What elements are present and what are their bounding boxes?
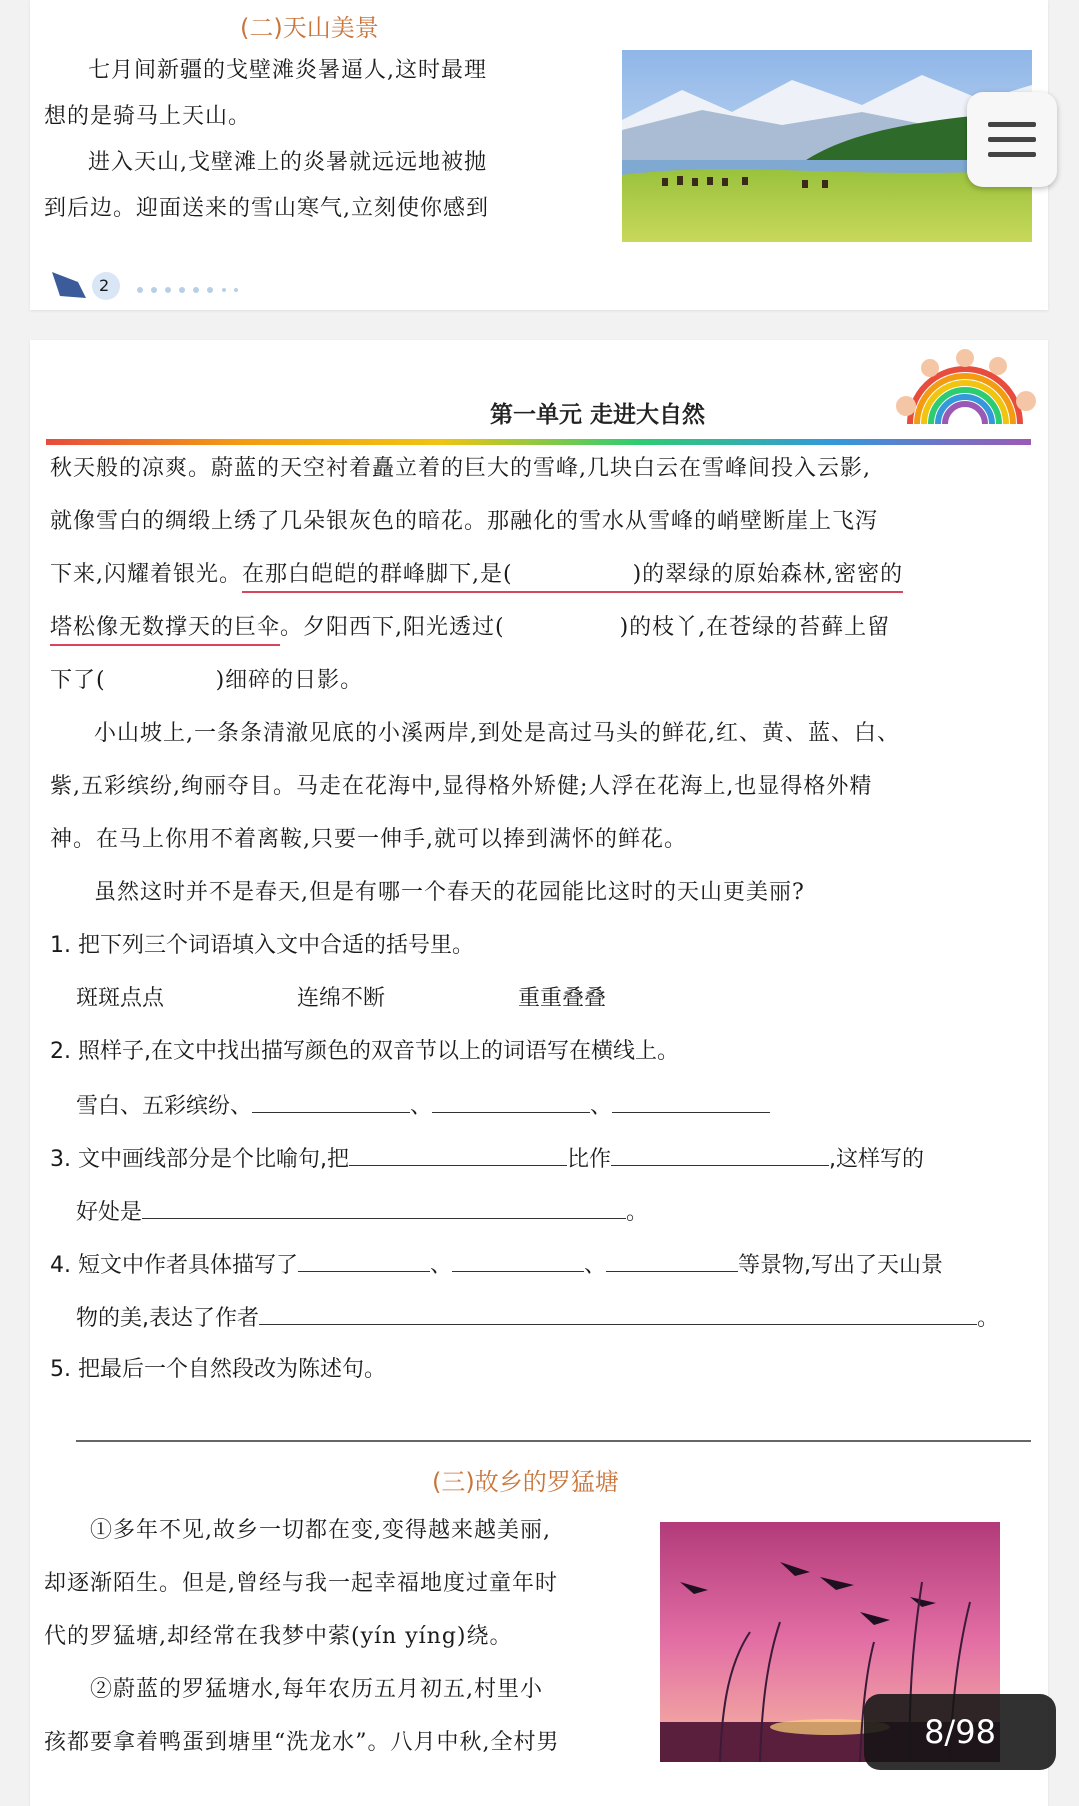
- text-line: 想的是骑马上天山。: [44, 104, 252, 129]
- answer-blank[interactable]: [349, 1147, 567, 1166]
- question-4-cont: [76, 1306, 999, 1330]
- passage-line: 紫,五彩缤纷,绚丽夺目。马走在花海中,显得格外矫健;人浮在花海上,也显得格外精: [50, 774, 873, 799]
- q1-words: [76, 988, 606, 1010]
- text-line: 代的罗猛塘,却经常在我梦中萦(yín yíng)绕。: [44, 1624, 513, 1649]
- word-option: 重重叠叠: [518, 986, 607, 1011]
- text-line: ①多年不见,故乡一切都在变,变得越来越美丽,: [90, 1518, 551, 1543]
- question-3-cont: [76, 1200, 648, 1224]
- answer-blank[interactable]: [432, 1094, 590, 1113]
- passage-line: 就像雪白的绸缎上绣了几朵银灰色的暗花。那融化的雪水从雪峰的峭壁断崖上飞泻: [50, 509, 879, 534]
- q4-text: 等景物,写出了天山景: [738, 1253, 944, 1278]
- text-line: 却逐渐陌生。但是,曾经与我一起幸福地度过童年时: [44, 1571, 558, 1596]
- section-divider: [76, 1440, 1031, 1442]
- text-line: 七月间新疆的戈壁滩炎暑逼人,这时最理: [88, 58, 487, 83]
- q4-text: 。: [977, 1306, 1000, 1331]
- text-fragment: 下来,闪耀着银光。: [50, 562, 242, 587]
- page-1: [30, 0, 1048, 310]
- question-2: 2. 照样子,在文中找出描写颜色的双音节以上的词语写在横线上。: [50, 1039, 679, 1064]
- page-indicator: 8/98: [864, 1694, 1056, 1770]
- passage-line: 秋天般的凉爽。蔚蓝的天空衬着矗立着的巨大的雪峰,几块白云在雪峰间投入云影,: [50, 456, 871, 481]
- q4-text: 物的美,表达了作者: [76, 1306, 259, 1331]
- q4-text: 4. 短文中作者具体描写了: [50, 1253, 298, 1278]
- underlined-text: )的翠绿的原始森林,密密的: [632, 562, 904, 587]
- rainbow-divider: [46, 430, 1031, 436]
- separator: 、: [590, 1094, 613, 1119]
- answer-blank[interactable]: [612, 1094, 770, 1113]
- section-title: (三)故乡的罗猛塘: [432, 1468, 619, 1496]
- passage-line: 小山坡上,一条条清澈见底的小溪两岸,到处是高过马头的鲜花,红、黄、蓝、白、: [94, 721, 900, 746]
- page-number: 2: [99, 276, 110, 295]
- text-line: 进入天山,戈壁滩上的炎暑就远远地被抛: [88, 150, 487, 175]
- text-fragment: )的枝丫,在苍绿的苔藓上留: [619, 615, 891, 640]
- passage-line: [50, 670, 363, 692]
- word-option: 连绵不断: [297, 986, 386, 1011]
- question-3: [50, 1147, 924, 1171]
- separator: 、: [410, 1094, 433, 1119]
- underlined-sentence: [242, 562, 903, 593]
- q2-example: 雪白、五彩缤纷、: [76, 1094, 253, 1119]
- text-line: 到后边。迎面送来的雪山寒气,立刻使你感到: [44, 196, 489, 221]
- page-number-badge: [50, 268, 250, 308]
- q3-text: 3. 文中画线部分是个比喻句,把: [50, 1147, 349, 1172]
- answer-blank[interactable]: [452, 1253, 584, 1272]
- answer-blank[interactable]: [259, 1306, 977, 1325]
- separator: 、: [584, 1253, 607, 1278]
- passage-line: [50, 564, 903, 586]
- text-line: ②蔚蓝的罗猛塘水,每年农历五月初五,村里小: [90, 1677, 543, 1702]
- answer-blank[interactable]: [142, 1200, 626, 1219]
- text-line: 孩都要拿着鸭蛋到塘里“洗龙水”。八月中秋,全村男: [44, 1730, 560, 1755]
- text-fragment: )细碎的日影。: [215, 668, 364, 693]
- word-option: 斑斑点点: [76, 986, 165, 1011]
- q3-text: 比作: [566, 1147, 611, 1172]
- answer-blank[interactable]: [606, 1253, 738, 1272]
- hamburger-icon: [988, 137, 1036, 142]
- hamburger-icon: [988, 122, 1036, 127]
- underlined-sentence: 塔松像无数撑天的巨伞: [50, 615, 280, 646]
- question-4: [50, 1253, 943, 1277]
- answer-blank[interactable]: [298, 1253, 430, 1272]
- question-5: 5. 把最后一个自然段改为陈述句。: [50, 1357, 386, 1382]
- section-title: (二)天山美景: [240, 14, 379, 42]
- q2-answer-row: [76, 1094, 770, 1118]
- q3-text: 。: [626, 1200, 649, 1225]
- answer-blank[interactable]: [252, 1094, 410, 1113]
- unit-header: 第一单元 走进大自然: [490, 402, 706, 428]
- passage-line: 神。在马上你用不着离鞍,只要一伸手,就可以捧到满怀的鲜花。: [50, 827, 687, 852]
- menu-button[interactable]: [967, 92, 1057, 187]
- q3-text: ,这样写的: [829, 1147, 924, 1172]
- text-fragment: 下了(: [50, 668, 106, 693]
- underlined-text: 在那白皑皑的群峰脚下,是(: [242, 562, 513, 587]
- q3-text: 好处是: [76, 1200, 143, 1225]
- separator: 、: [429, 1253, 452, 1278]
- answer-blank[interactable]: [611, 1147, 829, 1166]
- hamburger-icon: [988, 152, 1036, 157]
- passage-line: 虽然这时并不是春天,但是有哪一个春天的花园能比这时的天山更美丽?: [94, 880, 805, 905]
- rainbow-kids-illustration: [890, 346, 1040, 428]
- passage-line: [50, 617, 890, 639]
- question-1: 1. 把下列三个词语填入文中合适的括号里。: [50, 933, 474, 958]
- text-fragment: 。夕阳西下,阳光透过(: [280, 615, 505, 640]
